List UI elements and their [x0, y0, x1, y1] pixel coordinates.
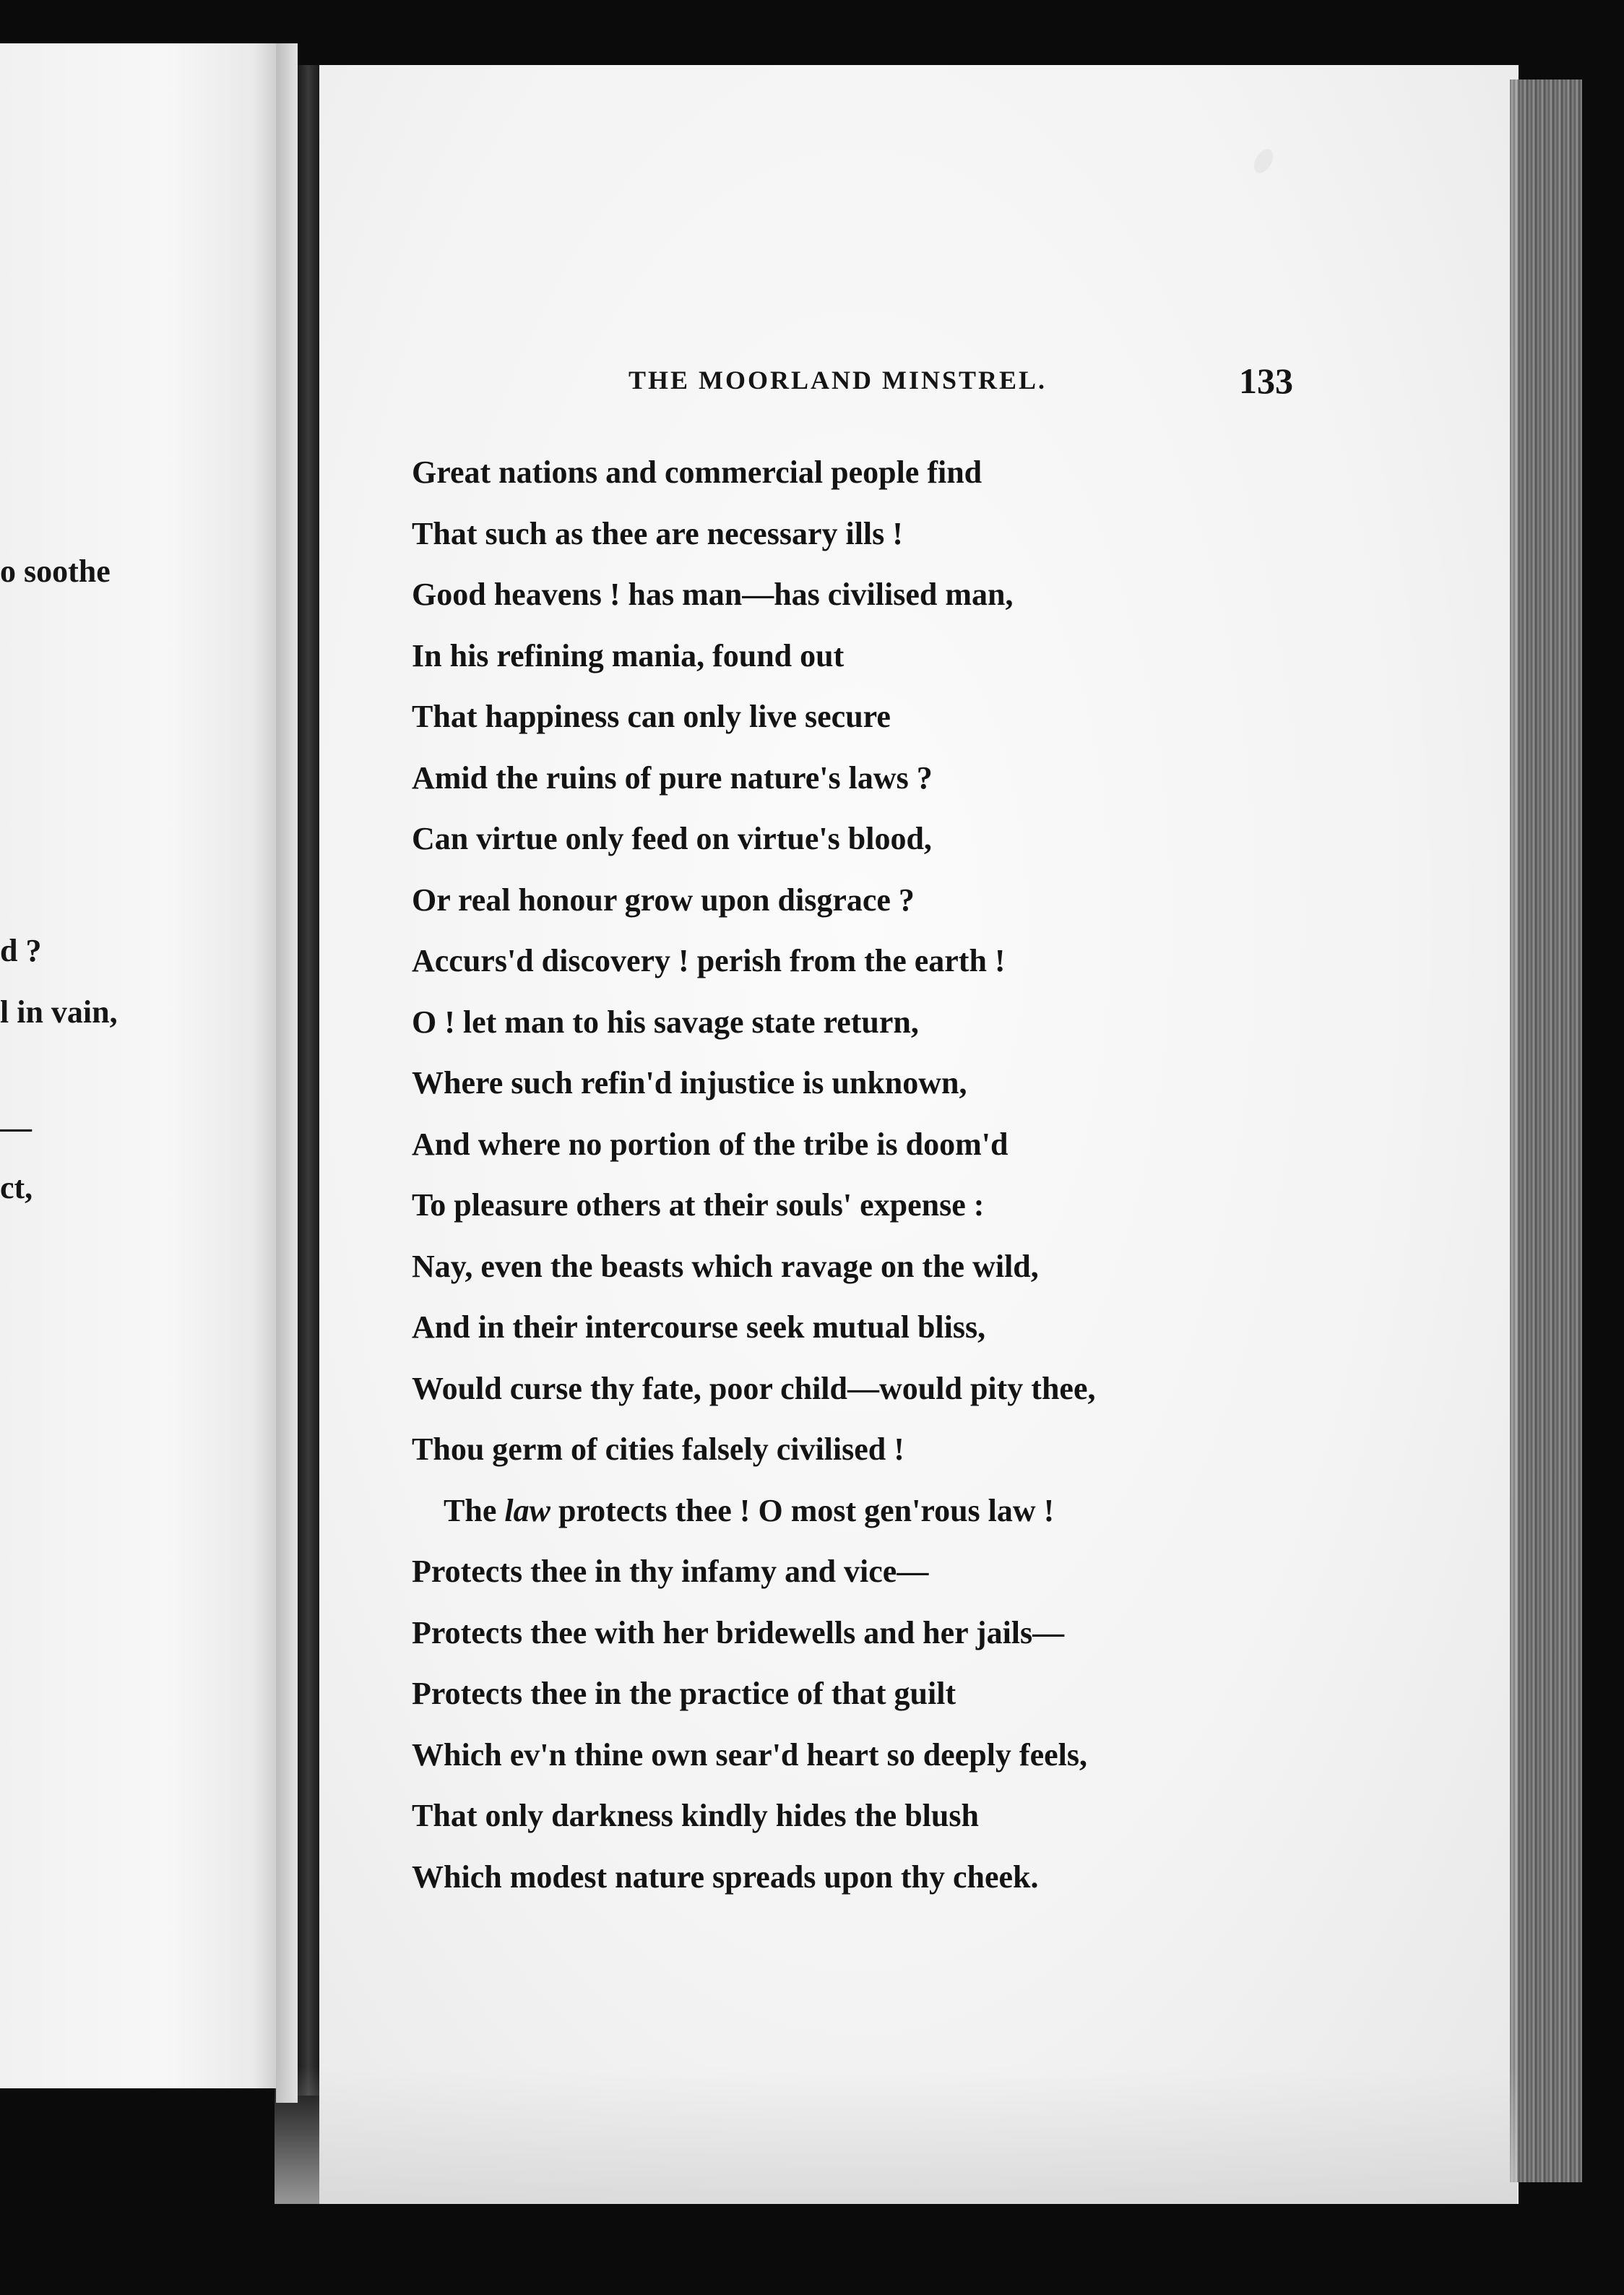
line-text-after: protects thee ! O most gen'rous law ! [550, 1492, 1055, 1528]
poem-line: That such as thee are necessary ills ! [412, 515, 903, 551]
poem-line: Protects thee in thy infamy and vice— [412, 1554, 929, 1589]
left-page-fragment: ct, [0, 1170, 33, 1205]
poem-line: Thou germ of cities falsely civilised ! [412, 1431, 904, 1467]
poem-line: Which modest nature spreads upon thy cheek. [412, 1859, 1039, 1895]
left-page-fragment: — [0, 1110, 32, 1145]
poem-line: Great nations and commercial people find [412, 455, 982, 490]
poem-line: And in their intercourse seek mutual bliss, [412, 1309, 986, 1345]
left-facing-page [0, 43, 276, 2088]
page-edge-stack [1510, 79, 1582, 2182]
gutter-shadow [276, 43, 298, 2103]
italic-word: law [504, 1492, 550, 1528]
book-binding-gutter [298, 65, 319, 2096]
poem-line: Protects thee in the practice of that guilt [412, 1676, 956, 1711]
poem-line: Protects thee with her bridewells and her jails— [412, 1614, 1065, 1650]
poem-line: Which ev'n thine own sear'd heart so deeply feels, [412, 1736, 1087, 1773]
bottom-page-shadow [275, 2067, 1517, 2204]
left-page-fragment: o soothe [0, 554, 111, 589]
poem-line: That happiness can only live secure [412, 699, 891, 734]
poem-text [412, 442, 1095, 1908]
poem-line: And where no portion of the tribe is doom'd [412, 1126, 1008, 1162]
poem-line: That only darkness kindly hides the blush [412, 1798, 979, 1833]
poem-line: Can virtue only feed on virtue's blood, [412, 821, 932, 856]
poem-line-stanza-start [412, 1481, 1095, 1542]
poem-line: O ! let man to his savage state return, [412, 1004, 919, 1040]
poem-line: Amid the ruins of pure nature's laws ? [412, 759, 933, 796]
left-page-fragment: d ? [0, 933, 42, 968]
poem-line: Good heavens ! has man—has civilised man, [412, 577, 1014, 612]
left-page-fragment: l in vain, [0, 994, 118, 1030]
poem-line: Nay, even the beasts which ravage on the wild, [412, 1248, 1039, 1284]
poem-line: Where such refin'd injustice is unknown, [412, 1065, 967, 1101]
line-text-before: The [444, 1492, 505, 1528]
page-number: 133 [1239, 361, 1293, 401]
poem-line: Accurs'd discovery ! perish from the earth ! [412, 943, 1006, 978]
poem-line: Would curse thy fate, poor child—would pity thee, [412, 1370, 1096, 1406]
poem-line: Or real honour grow upon disgrace ? [412, 882, 915, 918]
poem-line: In his refining mania, found out [412, 637, 845, 673]
poem-line: To pleasure others at their souls' expense : [412, 1187, 985, 1223]
running-head: THE MOORLAND MINSTREL. [629, 366, 1048, 395]
